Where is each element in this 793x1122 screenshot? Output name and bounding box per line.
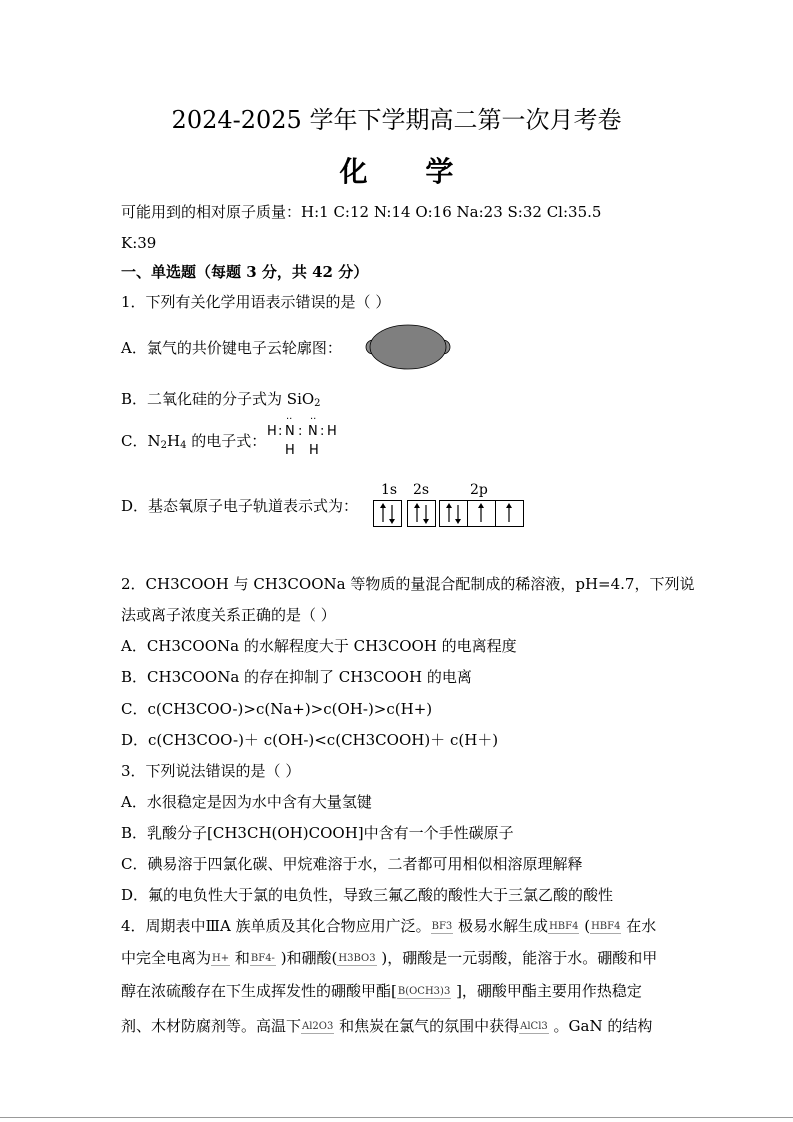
ed-colon-3: :: [320, 424, 325, 439]
q1-option-b: [121, 390, 321, 408]
q3-stem: 3．下列说法错误的是（ ）: [121, 762, 301, 780]
q4-l2d: )，硼酸是一元弱酸，能溶于水。硼酸和甲: [376, 949, 658, 967]
orbital-box-2p-3: [495, 500, 524, 527]
formula-h-plus: H+: [212, 952, 230, 964]
q4-l2a: 中完全电离为: [121, 949, 212, 967]
ed-dots-n1: ··: [286, 414, 293, 425]
formula-bf4-minus: BF4-: [250, 952, 275, 964]
orbital-box-2s: [407, 500, 436, 527]
formula-h3bo3: H3BO3: [338, 952, 376, 964]
q1-option-b-text: B．二氧化硅的分子式为 SiO: [121, 390, 315, 408]
formula-al2o3: Al2O3: [302, 1020, 334, 1032]
q4-l4b: 和焦炭在氯气的氛围中获得: [334, 1017, 520, 1035]
q3-option-d: D．氟的电负性大于氯的电负性，导致三氟乙酸的酸性大于三氯乙酸的酸性: [121, 886, 614, 904]
orbital-label-2s: 2s: [413, 482, 430, 498]
q4-l2c: )和硼酸(: [275, 949, 338, 967]
q1-c-mid: H: [166, 432, 181, 450]
atomic-masses-line2: K:39: [121, 234, 157, 252]
section-heading: 一、单选题（每题 3 分，共 42 分）: [121, 263, 369, 281]
ed-h-bottom2: H: [309, 443, 319, 458]
page-bottom-divider: [0, 1117, 793, 1118]
orbital-box-2p-1: [439, 500, 468, 527]
formula-boch3: B(OCH3)3: [397, 985, 451, 997]
q3-option-a: A．水很稳定是因为水中含有大量氢键: [121, 793, 372, 811]
q4-line3: [121, 982, 642, 1000]
ed-h-bottom1: H: [285, 443, 295, 458]
exam-title: 2024-2025 学年下学期高二第一次月考卷: [171, 106, 622, 134]
q4-line1: [121, 917, 656, 935]
q4-l1b: 极易水解生成: [453, 917, 549, 935]
q1-stem: 1．下列有关化学用语表示错误的是（ ）: [121, 293, 391, 311]
q4-l4c: 。GaN 的结构: [548, 1017, 653, 1035]
q3-option-b: B．乳酸分子[CH3CH(OH)COOH]中含有一个手性碳原子: [121, 824, 514, 842]
q4-l1a: 4．周期表中ⅢA 族单质及其化合物应用广泛。: [121, 917, 431, 935]
orbital-box-2p-2: [467, 500, 496, 527]
ed-h-right: H: [327, 424, 337, 439]
cl2-electron-cloud-diagram: [362, 322, 454, 372]
q1-c-prefix: C．N: [121, 432, 161, 450]
q4-line4: [121, 1017, 652, 1035]
q4-l4a: 剂、木材防腐剂等。高温下: [121, 1017, 302, 1035]
q2-option-c: C．c(CH3COO-)>c(Na+)>c(OH-)>c(H+): [121, 700, 433, 718]
q1-c-suffix: 的电子式：: [186, 432, 267, 450]
subject-title: 化 学: [339, 155, 478, 188]
q4-l1d: 在水: [621, 917, 657, 935]
q3-option-c: C．碘易溶于四氯化碳、甲烷难溶于水，二者都可用相似相溶原理解释: [121, 855, 583, 873]
q4-l2b: 和: [230, 949, 250, 967]
q2-option-b: B．CH3COONa 的存在抑制了 CH3COOH 的电离: [121, 668, 472, 686]
q1-option-b-sub: 2: [314, 398, 321, 409]
ed-colon-2: :: [298, 424, 303, 439]
ed-n1: N: [285, 424, 295, 439]
q4-l3b: ]，硼酸甲酯主要用作热稳定: [451, 982, 642, 1000]
ed-colon-1: :: [278, 424, 283, 439]
q2-option-d: D．c(CH3COO-)＋ c(OH-)<c(CH3COOH)＋ c(H＋): [121, 731, 499, 749]
q2-stem-line2: 法或离子浓度关系正确的是（ ）: [121, 606, 336, 624]
atomic-masses-line1: 可能用到的相对原子质量：H:1 C:12 N:14 O:16 Na:23 S:32 Cl:35.5: [121, 203, 602, 221]
q4-l3a: 醇在浓硫酸存在下生成挥发性的硼酸甲酯[: [121, 982, 397, 1000]
ed-h-left: H: [267, 424, 277, 439]
orbital-label-2p: 2p: [470, 482, 488, 498]
formula-hbf4: HBF4: [549, 920, 579, 932]
q1-option-d: D．基态氧原子电子轨道表示式为：: [121, 497, 359, 515]
ed-n2: N: [308, 424, 318, 439]
q4-l1c: (: [579, 917, 591, 935]
orbital-box-1s: [373, 500, 402, 527]
q1-c-sub2: 4: [180, 440, 187, 451]
q2-stem-line1: 2．CH3COOH 与 CH3COONa 等物质的量混合配制成的稀溶液，pH=4.7，下列说: [121, 575, 695, 593]
q1-c-sub1: 2: [160, 440, 167, 451]
q1-option-a: A．氯气的共价键电子云轮廓图：: [121, 339, 342, 357]
formula-hbf4-b: HBF4: [591, 920, 621, 932]
q1-option-c: [121, 432, 266, 450]
ed-dots-n2: ··: [310, 414, 317, 425]
formula-bf3: BF3: [431, 920, 453, 932]
q2-option-a: A．CH3COONa 的水解程度大于 CH3COOH 的电离程度: [121, 637, 517, 655]
formula-alcl3: AlCl3: [520, 1020, 548, 1032]
orbital-label-1s: 1s: [381, 482, 398, 498]
q4-line2: [121, 949, 657, 967]
